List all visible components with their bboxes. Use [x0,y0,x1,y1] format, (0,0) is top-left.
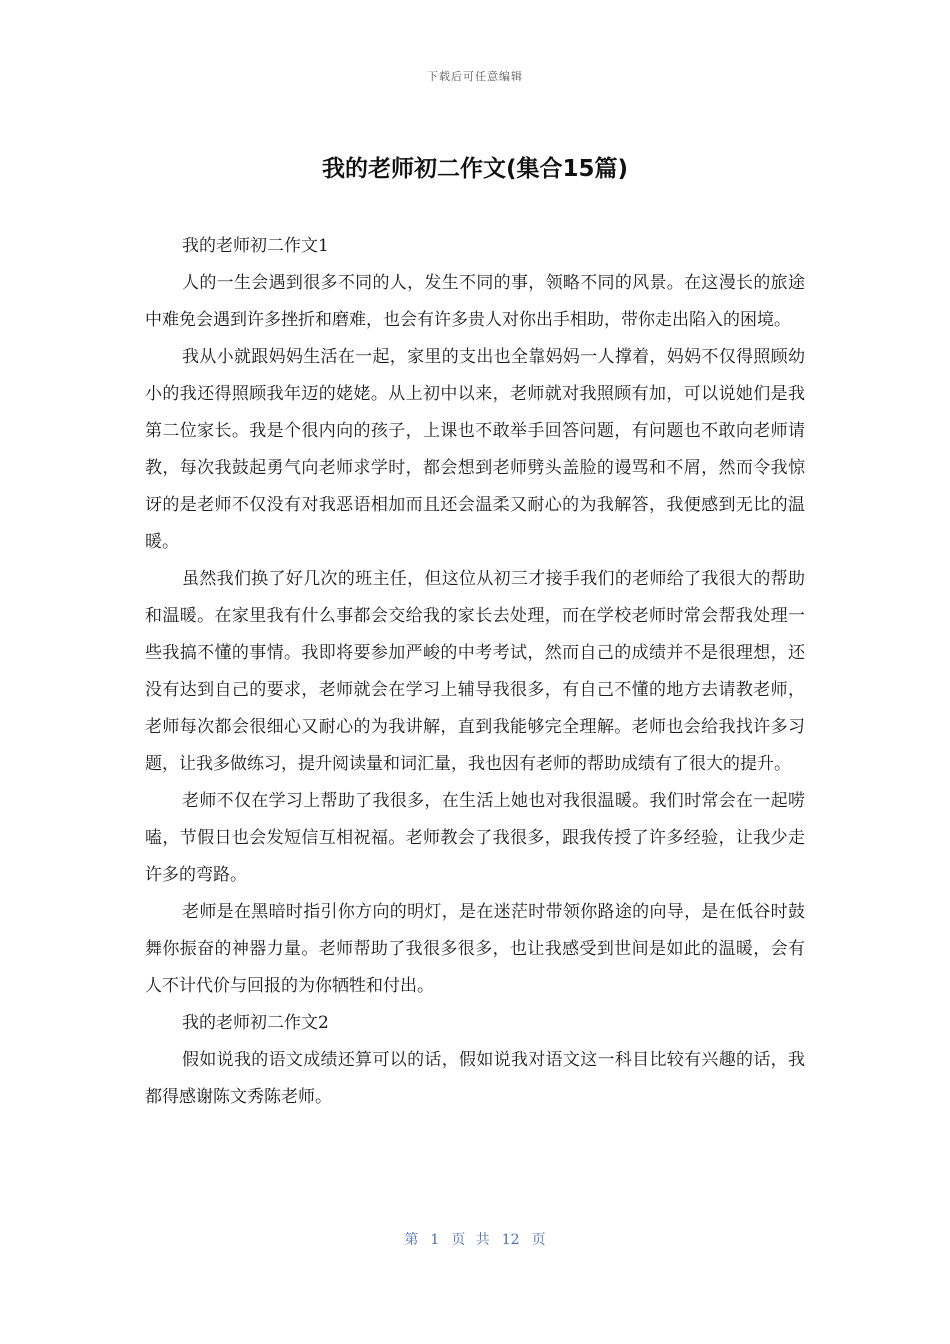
paragraph: 假如说我的语文成绩还算可以的话，假如说我对语文这一科目比较有兴趣的话，我都得感谢陈文秀陈老师。 [145,1050,805,1107]
header-note: 下载后可任意编辑 [427,70,523,83]
paragraph: 虽然我们换了好几次的班主任，但这位从初三才接手我们的老师给了我很大的帮助和温暖。在家里我有什么事都会交给我的家长去处理，而在学校老师时常会帮我处理一些我搞不懂的事情。我即将要参加严峻的中考考试，然而自己的成绩并不是很理想，还没有达到自己的要求，老师就会在学习上辅导我很多，有自己不懂的地方去请教老师，老师每次都会很细心又耐心的为我讲解，直到我能够完全理解。老师也会给我找许多习题，让我多做练习，提升阅读量和词汇量，我也因有老师的帮助成绩有了很大的提升。 [145,569,805,774]
document-title: 我的老师初二作文(集合15篇) [321,156,629,182]
section-heading-2: 我的老师初二作文2 [182,1013,329,1033]
page-label-mid: 页 共 [451,1232,490,1248]
paragraph: 我从小就跟妈妈生活在一起，家里的支出也全靠妈妈一人撑着，妈妈不仅得照顾幼小的我还得照顾我年迈的姥姥。从上初中以来，老师就对我照顾有加，可以说她们是我第二位家长。我是个很内向的孩子，上课也不敢举手回答问题，有问题也不敢向老师请教，每次我鼓起勇气向老师求学时，都会想到老师劈头盖脸的谩骂和不屑，然而令我惊讶的是老师不仅没有对我恶语相加而且还会温柔又耐心的为我解答，我便感到无比的温暖。 [145,347,805,552]
total-pages-number: 12 [501,1232,520,1248]
page-footer [0,1229,950,1249]
page-label-suffix: 页 [531,1232,546,1248]
paragraph: 人的一生会遇到很多不同的人，发生不同的事，领略不同的风景。在这漫长的旅途中难免会遇到许多挫折和磨难，也会有许多贵人对你出手相助，带你走出陷入的困境。 [145,273,805,330]
section-heading-1: 我的老师初二作文1 [182,236,329,256]
current-page-number: 1 [430,1232,440,1248]
document-body [145,228,805,1116]
page-label-prefix: 第 [404,1232,419,1248]
paragraph: 老师是在黑暗时指引你方向的明灯，是在迷茫时带领你路途的向导，是在低谷时鼓舞你振奋的神器力量。老师帮助了我很多很多，也让我感受到世间是如此的温暖，会有人不计代价与回报的为你牺牲和付出。 [145,902,805,996]
paragraph: 老师不仅在学习上帮助了我很多，在生活上她也对我很温暖。我们时常会在一起唠嗑，节假日也会发短信互相祝福。老师教会了我很多，跟我传授了许多经验，让我少走许多的弯路。 [145,791,805,885]
